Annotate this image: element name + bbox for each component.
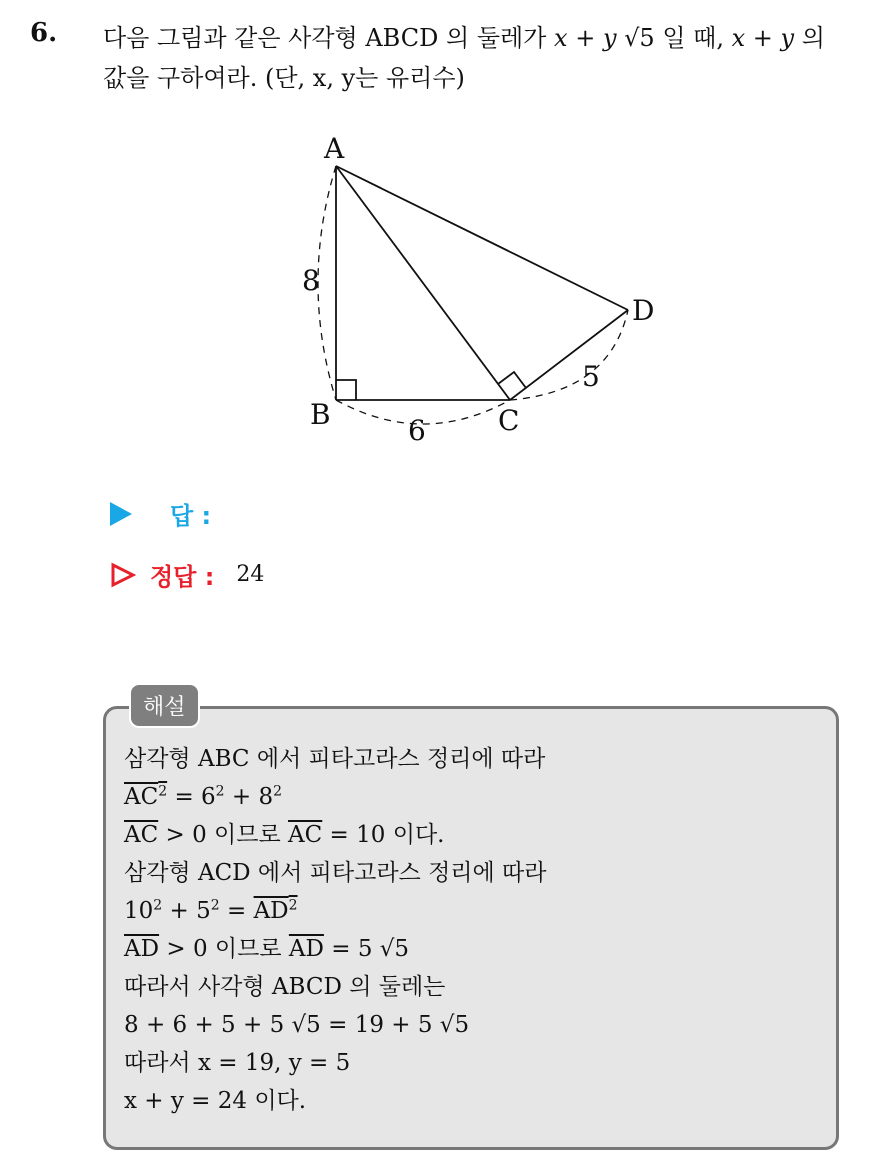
- answer-row: [110, 496, 211, 531]
- solution-line-3: $\overline{AC} > 0$ 이므로 $\overline{AC} = 10$ 이다.: [124, 822, 445, 848]
- segment-ac: [336, 166, 510, 400]
- solution-line-7: 따라서 사각형 ABCD 의 둘레는: [124, 974, 446, 1000]
- correct-label: 정답 :: [150, 563, 215, 591]
- segment-ad: [336, 166, 628, 310]
- question-number: 6.: [30, 18, 58, 48]
- solution-line-5: $10^2 + 5^2 = AD^2$: [124, 897, 298, 924]
- solution-lines: [124, 740, 546, 1120]
- solution-line-10: x + y = 24 이다.: [124, 1088, 307, 1114]
- solution-line-1: 삼각형 ABC 에서 피타고라스 정리에 따라: [124, 746, 546, 772]
- label-c: C: [498, 404, 520, 437]
- question-text-line1: 다음 그림과 같은 사각형 ABCD 의 둘레가 x + y √5 일 때, x + y 의: [103, 24, 825, 52]
- quadrilateral-figure: [290, 130, 690, 450]
- correct-value: 24: [236, 562, 265, 587]
- solution-line-4: 삼각형 ACD 에서 피타고라스 정리에 따라: [124, 860, 547, 886]
- solution-line-9: 따라서 x = 19, y = 5: [124, 1050, 351, 1076]
- length-ab: 8: [302, 264, 320, 297]
- outline-triangle-icon: [110, 562, 136, 588]
- solution-line-2: $AC^2 = 6^2 + 8^2$: [124, 783, 283, 810]
- correct-answer-row: [110, 557, 264, 592]
- label-b: B: [310, 398, 331, 431]
- label-d: D: [632, 294, 655, 327]
- solution-tag: 해설: [129, 683, 200, 728]
- length-cd: 5: [582, 360, 600, 393]
- filled-triangle-icon: [110, 502, 132, 526]
- segment-cd: [510, 310, 628, 400]
- solution-line-6: $\overline{AD} > 0$ 이므로 $\overline{AD} = 5$ √5: [124, 936, 410, 962]
- question-text-line2: 값을 구하여라. (단, x, y는 유리수): [103, 64, 465, 92]
- arc-ab: [318, 166, 336, 400]
- right-angle-mark-c: [498, 372, 526, 388]
- right-angle-mark-b: [336, 380, 356, 400]
- length-bc: 6: [408, 414, 426, 447]
- answer-label: 답 :: [170, 502, 212, 530]
- label-a: A: [324, 132, 345, 165]
- solution-line-8: 8 + 6 + 5 + 5 √5 = 19 + 5 √5: [124, 1012, 470, 1038]
